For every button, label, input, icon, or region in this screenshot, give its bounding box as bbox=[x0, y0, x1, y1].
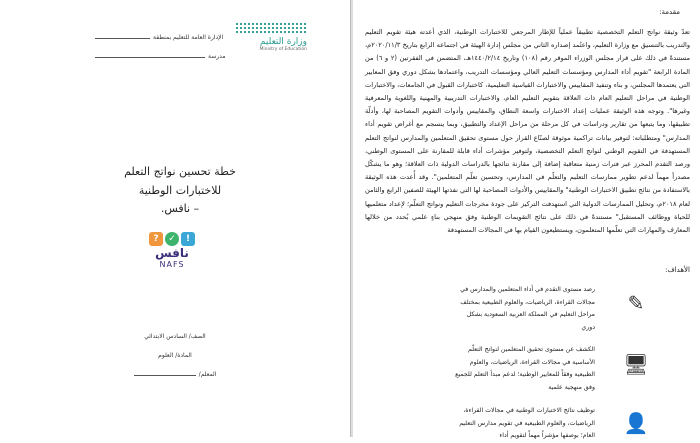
plan-title-line-1: خطة تحسين نواتج التعلم bbox=[124, 165, 236, 178]
notepad-icon: ✎ bbox=[627, 291, 645, 315]
goal-item: توظيف نتائج الاختبارات الوطنية في مجالات القراءة، الرياضيات، والعلوم الطبيعية في تقويم مدارس التعليم العام؛ بوصفها مؤشراً مهماً لتقويم أداء bbox=[459, 407, 595, 439]
intro-page bbox=[353, 0, 700, 437]
check-card-icon: ✓ bbox=[165, 232, 179, 246]
nafs-logo-ar: نافس bbox=[155, 246, 189, 260]
blank-line bbox=[95, 38, 150, 39]
directorate-label: الإدارة العامة للتعليم بمنطقة bbox=[153, 34, 224, 41]
school-label: مدرسة bbox=[208, 53, 226, 60]
goal-item: رصد مستوى التقدم في أداء المتعلمين والمدارس في مجالات القراءة، الرياضيات، والعلوم الطبيعية بمختلف مراحل التعليم في المملكة العربية السعودية بشكل دوري bbox=[460, 286, 595, 331]
blank-line bbox=[95, 57, 205, 58]
blank-line bbox=[134, 375, 196, 376]
nafs-logo bbox=[142, 232, 202, 294]
nafs-logo-en: NAFS bbox=[159, 260, 185, 269]
monitor-icon: 🖥 bbox=[623, 352, 649, 376]
teacher-label: المعلم/ bbox=[198, 371, 217, 378]
intro-heading: مقدمة: bbox=[659, 8, 680, 16]
plan-title-line-3: – نافس. bbox=[160, 202, 200, 215]
goal-item: الكشف عن مستوى تحقيق المتعلمين لنواتج التعلّم الأساسية في مجالات القراءة، الرياضيات، والعلوم الطبيعية وفقاً للمعايير الوطنية؛ لدعم مبدأ التعلم للجميع وفق منهجية علمية bbox=[455, 346, 595, 391]
cover-page bbox=[0, 0, 350, 437]
ministry-logo bbox=[235, 22, 307, 52]
question-card-icon: ? bbox=[149, 232, 163, 246]
directorate-line bbox=[95, 34, 223, 41]
goals-heading: الأهداف: bbox=[665, 266, 690, 274]
plan-title-line-2: للاختبارات الوطنية bbox=[138, 184, 222, 197]
school-line bbox=[95, 53, 226, 60]
teacher-line bbox=[120, 371, 230, 378]
person-icon: 👤 bbox=[623, 411, 649, 435]
ministry-name-en: Ministry of Education bbox=[259, 47, 307, 52]
exclamation-card-icon: ! bbox=[181, 232, 195, 246]
ministry-name-ar: وزارة التعليم bbox=[259, 37, 307, 47]
intro-paragraph: تعدّ وثيقة نواتج التعلم التخصصية تطبيقاً عملياً للإطار المرجعي للاختبارات الوطنية، الذي أعدته هيئة تقويم التعليم والتدريب بالتنسيق مع وزارة التعليم، واعتُمد إصداره الثاني من مجلس إدارة الهيئة في اجتماعه الرابع بتاريخ ٢٠٢٠/١١/٣م، مستندةً في ذلك على قرار مجلس الوزراء الموقر رقم (١٠٨) وتاريخ ١٤٤٠/٢/١٤هـ، المتضمن في الفقرتين (٢ و ٦) من المادة الرابعة "تقويم أداء المدارس ومؤسسات التعليم العالي ومؤسسات التدريب، واعتمادها بشكل دوري وفق المعايير التي يعتمدها المجلس، و بناء وتنفيذ المقاييس والاختبارات القياسية التعليمية، كاختبارات القبول في الجامعات، والاختبارات الوطنية في مراحل التعليم العام ذات العلاقة بتقويم التعليم العام، والاختبارات التدريبية والمهنية واللغوية والمعرفية وغيرها". وتوجه هذه الوثيقة عمليات إعداد الاختبارات واسعة النطاق، والمقاييس وأدوات التقويم المصاحبة لها، وأدلّة تطبيقها، وما يتبعها من تقارير ودراسات في كل مرحلة من مراحل الإعداد والتطبيق، وبما ينسجم مع أغراض تقويم أداء المدارس" ومتطلباته: لتوفير بيانات تراكمية موثوقة لصنّاع القرار حول مستوى تحقيق المتعلمين والمدارس لنواتج التعلم المستهدفة في التقويم الوطني لنواتج التعلم التخصصية، ولتوفير مؤشرات أداء قابلة للمقارنة على المستوى الوطني، ورصد التقدم المحرز عبر فترات زمنية متعاقبة إضافة إلى مقارنة نتائجها بالدراسات الدولية ذات العلاقة؛ وهو ما يشكّل مصدراً مهماً لدعم تطوير ممارسات التعليم والتعلّم في المدارس، وتحسين تعلّم المتعلمين". وقد أُعدت هذه الوثيقة بالاستفادة من نتائج تطبيق الاختبارات الوطنية" والمقاييس والأدوات المصاحبة لها التي نفذتها الهيئة للصفين الرابع والثامن لعام ٢٠١٨م، وتحليل الممارسات الدولية التي استهدفت التركيز على جودة مخرجات التعليم ونواتج التعلّم؛ لإعداد متعلميها للحياة ووظائف المستقبل" مستندةً في ذلك على نتائج التقويمات الوطنية وفق منهجي بناءٍ علمي يُحدد من خلالها المعارف والمهارات التي تعلّمها المتعلمون، ويستطيعون القيام بها في المجالات المستهدفة bbox=[365, 28, 690, 235]
subject-label: المادة/ العلوم bbox=[158, 352, 192, 359]
grade-label: الصف/ السادس الابتدائي bbox=[144, 333, 206, 340]
ministry-logo-dots bbox=[235, 22, 307, 34]
